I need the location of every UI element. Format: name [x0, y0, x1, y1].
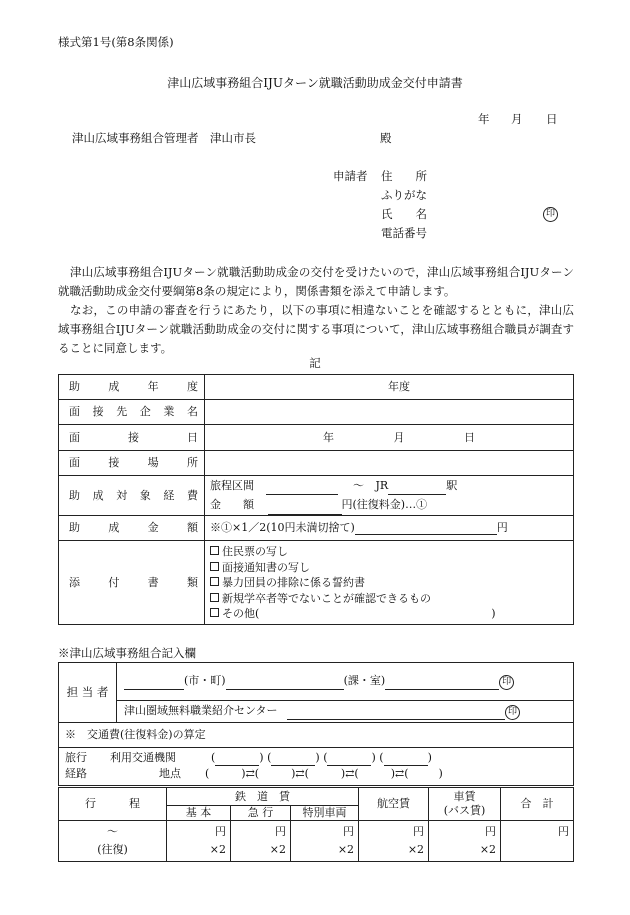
form-title: 津山広域事務組合IJUターン就職活動助成金交付申請書 — [167, 76, 463, 90]
applicant-phone-label: 電話番号 — [381, 226, 427, 240]
fare-bus-bottom: (バス賃) — [443, 804, 486, 817]
route-cell — [59, 748, 574, 786]
fare-bus-top: 車賃 — [453, 790, 476, 803]
office-center-row — [59, 701, 574, 723]
transport-entries[interactable] — [211, 750, 432, 766]
row-eligible-cost — [59, 476, 574, 516]
yen-label: 円 — [485, 825, 497, 838]
kikan-paren: ) — [427, 751, 432, 764]
chiten-paren: )⇄( — [390, 767, 409, 780]
interview-date-label: 面 接 日 — [59, 425, 205, 451]
amount-input[interactable] — [268, 502, 342, 515]
kikan-paren: ) — [259, 751, 264, 764]
fare-tilde: 〜 — [107, 825, 118, 838]
interview-date-field[interactable] — [205, 425, 574, 451]
attachment-item-label: 住民票の写し — [222, 545, 288, 558]
grant-amount-label: 助 成 金 額 — [59, 516, 205, 541]
fare-bus-cell[interactable] — [429, 821, 501, 862]
statement-paragraph-1: 津山広域事務組合IJUターン就職活動助成金の交付を受けたいので，津山広域事務組合IJUターン就職活動助成金交付要綱第8条の規定により，関係書類を添えて申請します。 — [58, 265, 574, 298]
grant-amount-input[interactable] — [355, 522, 497, 535]
itinerary-jr: JR — [375, 479, 389, 492]
office-section-heading: ※津山広域事務組合記入欄 — [58, 646, 196, 660]
application-table — [58, 374, 574, 625]
grant-year-suffix: 年度 — [388, 380, 410, 394]
chiten-paren: ) — [438, 767, 443, 780]
ki-heading: 記 — [309, 356, 321, 370]
date-year-label: 年 — [478, 112, 490, 126]
addressee-honorific: 殿 — [380, 131, 392, 145]
company-field[interactable] — [205, 400, 574, 425]
kikan-paren: ( — [267, 751, 272, 764]
chiten-paren: )⇄( — [241, 767, 260, 780]
fare-header-row-1 — [59, 788, 574, 806]
center-staff-input[interactable] — [287, 707, 505, 720]
city-input[interactable] — [124, 677, 184, 690]
city-label: (市・町) — [184, 673, 226, 687]
kikan-blank[interactable] — [327, 754, 371, 766]
checkbox[interactable] — [210, 546, 219, 555]
grant-yen: 円 — [496, 521, 508, 535]
kikan-blank[interactable] — [384, 754, 428, 766]
checkbox[interactable] — [210, 562, 219, 571]
amount-line — [205, 495, 573, 515]
staff-label: 担 当 者 — [59, 663, 117, 723]
times2-label: ×2 — [337, 843, 355, 856]
kikan-blank[interactable] — [271, 754, 315, 766]
attachment-item[interactable] — [205, 591, 573, 607]
division-label: (課・室) — [343, 673, 386, 687]
keiro-label: 経路 — [65, 767, 87, 780]
center-label: 津山圏域無料職業紹介センター — [124, 703, 278, 717]
division-name-input-b[interactable] — [385, 677, 499, 690]
yen-label: 円 — [558, 825, 570, 838]
yen-label: 円 — [413, 825, 425, 838]
fare-basic-cell[interactable] — [167, 821, 231, 862]
interview-place-field[interactable] — [205, 451, 574, 476]
fare-basic-header: 基 本 — [167, 806, 231, 821]
attachment-item-label: 面接通知書の写し — [222, 560, 310, 574]
grant-year-label: 助 成 年 度 — [59, 375, 205, 400]
interview-place-label: 面 接 場 所 — [59, 451, 205, 476]
yen-label: 円 — [275, 825, 286, 838]
checkbox[interactable] — [210, 608, 219, 617]
date-month-label: 月 — [511, 112, 523, 126]
interview-day-label: 日 — [464, 430, 475, 444]
applicant-furigana-label: ふりがな — [381, 188, 427, 202]
eligible-cost-label: 助 成 対 象 経 費 — [59, 476, 205, 516]
row-grant-year — [59, 375, 574, 400]
itinerary-tilde: 〜 — [353, 479, 364, 492]
chiten-paren: )⇄( — [291, 767, 309, 780]
fare-air-cell[interactable] — [359, 821, 429, 862]
kikan-paren: ( — [211, 751, 216, 764]
ryokou-label: 旅行 — [65, 751, 87, 764]
application-statement — [58, 263, 574, 358]
fare-table — [58, 787, 574, 862]
attachment-item-label: 新規学卒者等でないことが確認できるもの — [222, 591, 431, 605]
division-name-input-a[interactable] — [226, 677, 344, 690]
times2-label: ×2 — [407, 843, 425, 856]
applicant-seal-mark: 印 — [543, 206, 558, 222]
itinerary-line — [205, 476, 573, 495]
date-day-label: 日 — [546, 112, 558, 126]
kikan-paren: ) — [315, 751, 320, 764]
fare-rail-header: 鉄 道 賃 — [167, 788, 359, 806]
interview-year-label: 年 — [323, 430, 334, 444]
grant-year-field[interactable] — [205, 375, 574, 400]
applicant-address-label: 住 所 — [381, 169, 427, 183]
fare-special-header: 特別車両 — [291, 806, 359, 821]
fare-heading-row — [59, 723, 574, 748]
yen-label: 円 — [215, 825, 226, 838]
fare-itinerary-cell[interactable] — [59, 821, 167, 862]
row-company — [59, 400, 574, 425]
fare-special-cell[interactable] — [291, 821, 359, 862]
itinerary-from-input[interactable] — [266, 482, 338, 495]
kikan-paren: ( — [379, 751, 384, 764]
grant-formula: ※①×1／2(10円未満切捨て) — [210, 521, 355, 535]
checkbox[interactable] — [210, 577, 219, 586]
row-attachments — [59, 541, 574, 625]
fare-oufuku: (往復) — [97, 843, 128, 856]
fare-data-row — [59, 821, 574, 862]
kikan-blank[interactable] — [215, 754, 259, 766]
times2-label: ×2 — [209, 843, 226, 856]
fare-total-header: 合 計 — [501, 788, 574, 821]
attachment-other-close: ) — [491, 607, 496, 620]
itinerary-to-input[interactable] — [388, 482, 446, 495]
attachment-item[interactable] — [205, 544, 573, 560]
form-number: 様式第1号(第8条関係) — [58, 35, 174, 49]
fare-itinerary-header: 行 程 — [59, 788, 167, 821]
staff-seal: 印 — [499, 675, 514, 690]
itinerary-station: 駅 — [446, 479, 458, 492]
attachment-item-label: その他( — [222, 607, 260, 620]
company-label: 面 接 先 企 業 名 — [59, 400, 205, 425]
itinerary-label: 旅程区間 — [210, 479, 254, 492]
amount-suffix: 円(往復料金)…① — [341, 498, 428, 511]
center-seal: 印 — [505, 705, 520, 720]
applicant-heading: 申請者 — [333, 169, 368, 183]
attachment-item-other[interactable] — [205, 606, 573, 622]
chiten-paren: )⇄( — [340, 767, 359, 780]
addressee-name: 津山広域事務組合管理者 津山市長 — [72, 131, 256, 145]
route-line-2 — [65, 766, 573, 782]
attachment-item[interactable] — [205, 575, 573, 591]
fare-express-cell[interactable] — [231, 821, 291, 862]
fare-bus-header — [429, 788, 501, 821]
points-entries[interactable] — [205, 766, 443, 782]
attachment-item-label: 暴力団員の排除に係る誓約書 — [222, 576, 365, 589]
applicant-name-label: 氏 名 — [381, 207, 427, 221]
office-staff-row — [59, 663, 574, 701]
points-label: 地点 — [159, 767, 181, 780]
grant-amount-cell — [205, 516, 574, 541]
kikan-paren: ) — [371, 751, 376, 764]
checkbox[interactable] — [210, 593, 219, 602]
attachment-item[interactable] — [205, 560, 573, 576]
amount-label: 金 額 — [210, 498, 254, 511]
row-interview-date — [59, 425, 574, 451]
kikan-paren: ( — [323, 751, 328, 764]
times2-label: ×2 — [269, 843, 286, 856]
chiten-paren: ( — [205, 767, 210, 780]
fare-express-header: 急 行 — [231, 806, 291, 821]
fare-heading: ※ 交通費(往復料金)の算定 — [59, 723, 574, 748]
route-row — [59, 748, 574, 786]
eligible-cost-cell — [205, 476, 574, 516]
center-cell — [117, 701, 574, 723]
route-line-1 — [65, 750, 573, 766]
row-interview-place — [59, 451, 574, 476]
fare-total-cell[interactable] — [501, 821, 574, 862]
interview-month-label: 月 — [393, 430, 405, 444]
statement-paragraph-2: なお，この申請の審査を行うにあたり，以下の事項に相違ないことを確認するとともに，津山広域事務組合IJUターン就職活動助成金の交付に関する事項について，津山広域事務組合職員が調査することに同意します。 — [58, 303, 574, 355]
fare-air-header: 航空賃 — [359, 788, 429, 821]
attachments-label: 添 付 書 類 — [59, 541, 205, 625]
row-grant-amount — [59, 516, 574, 541]
yen-label: 円 — [343, 825, 355, 838]
staff-cell — [117, 663, 574, 701]
attachments-list — [205, 541, 574, 625]
office-table — [58, 662, 574, 786]
transport-label: 利用交通機関 — [110, 751, 176, 764]
times2-label: ×2 — [479, 843, 497, 856]
